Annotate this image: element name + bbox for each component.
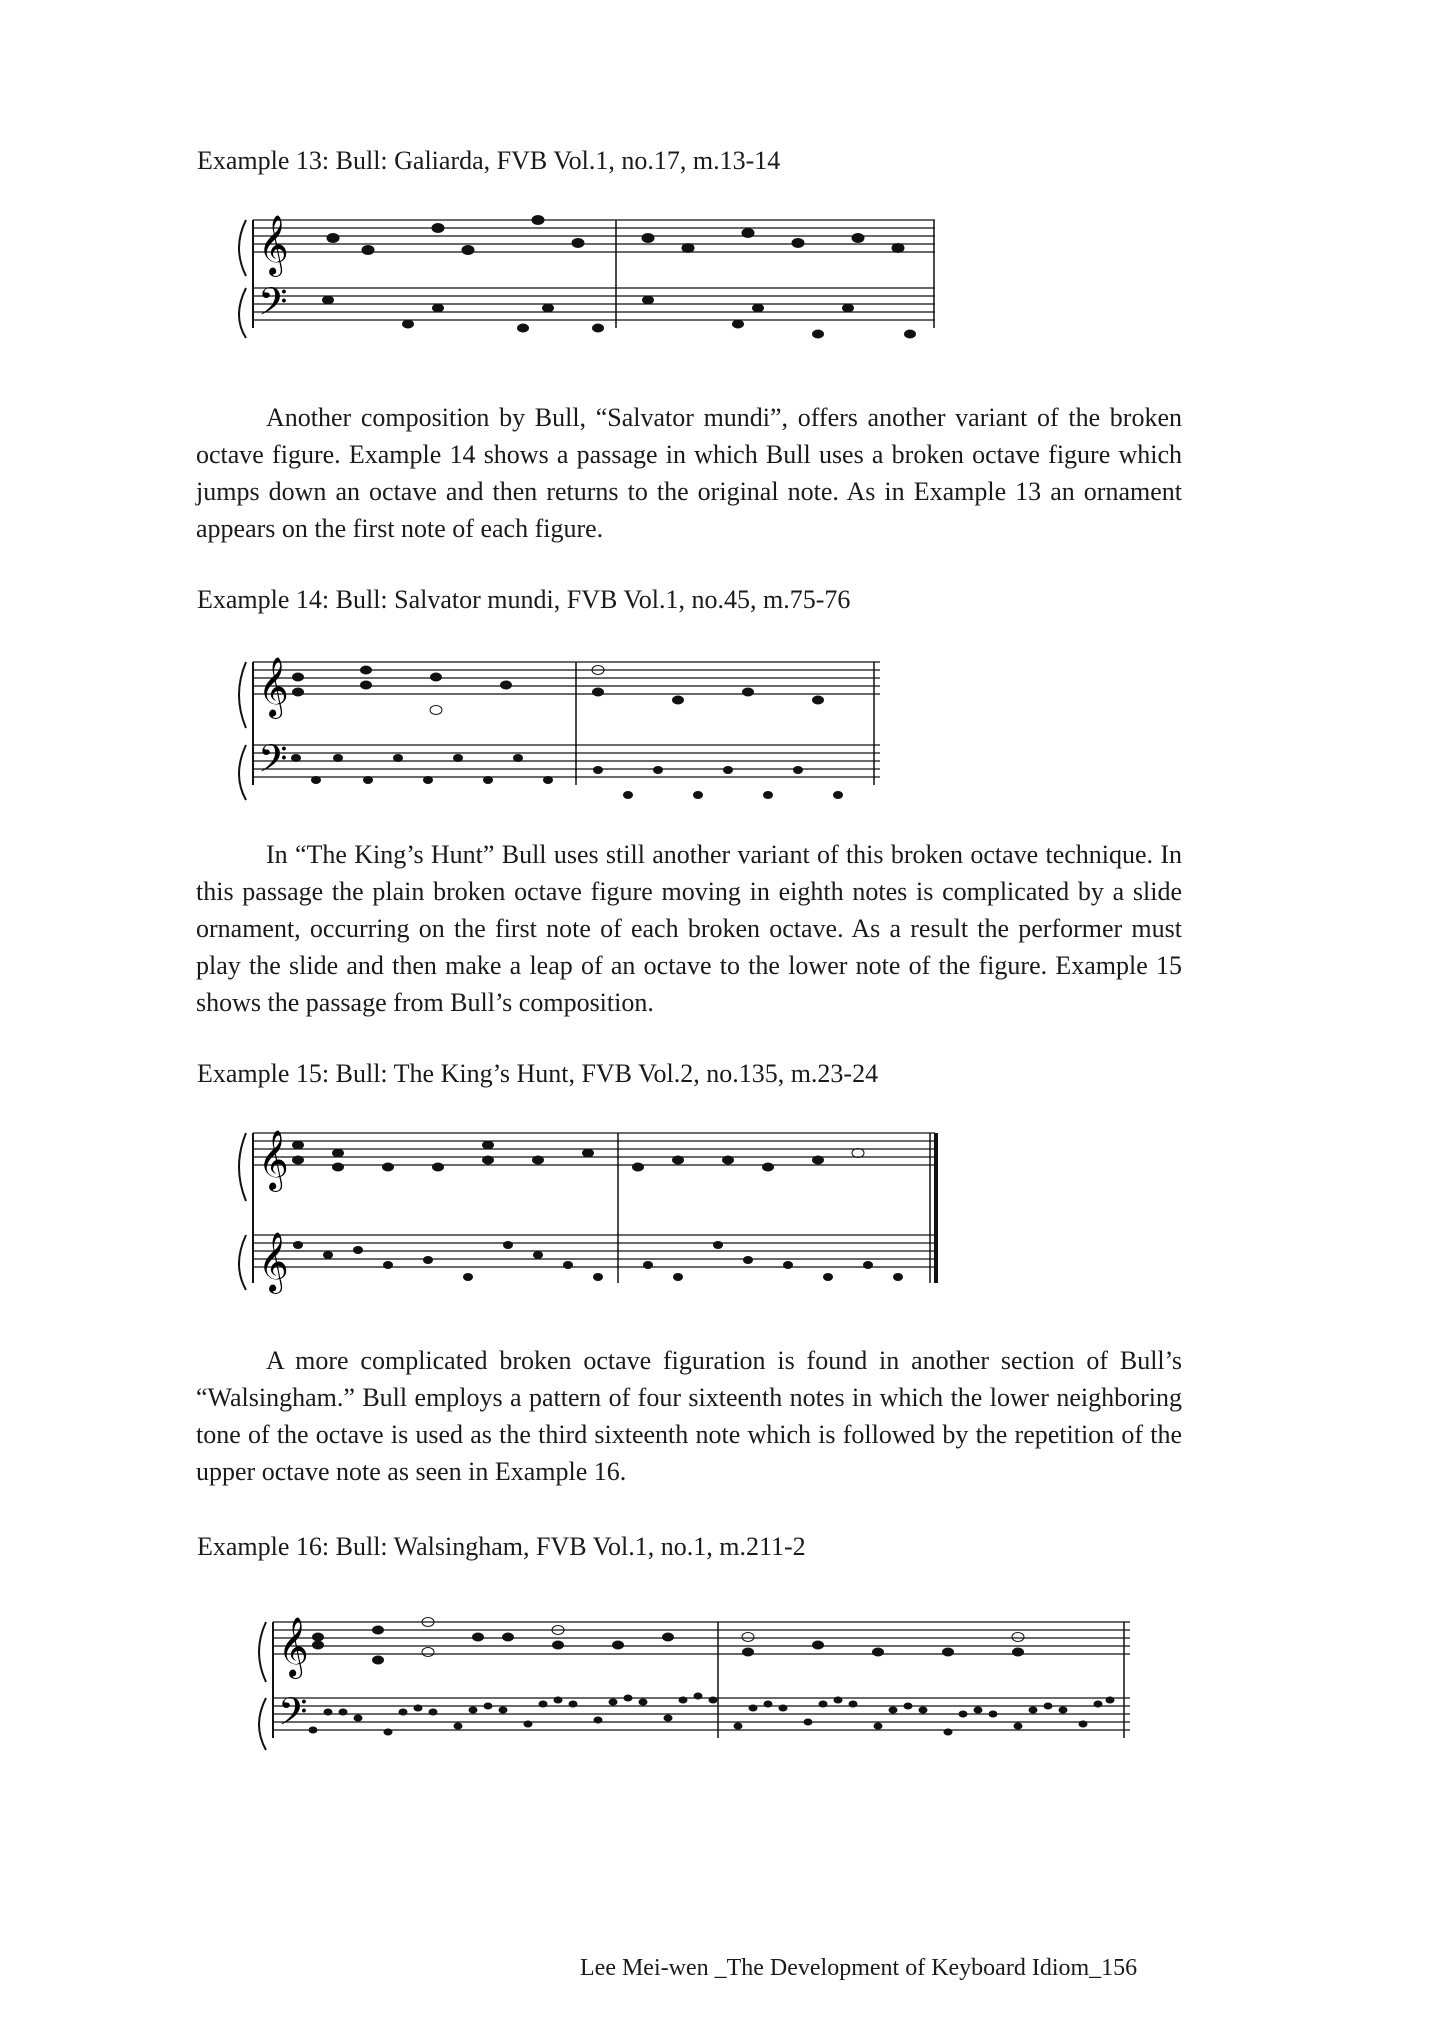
treble-clef-lower: 𝄞	[258, 1234, 289, 1291]
bass-clef: 𝄢	[258, 281, 288, 332]
paragraph-1: Another composition by Bull, “Salvator mundi”, offers another variant of the broken octave figure. Example 14 shows a passage in which Bull uses a broken octave figure which jumps down an octave and then returns to the original note. As in Example 13 an ornament appears on the first note of each figure.	[196, 403, 1182, 543]
page-footer: Lee Mei-wen _The Development of Keyboard Idiom_156	[580, 1955, 1138, 1981]
example-13-caption: Example 13: Bull: Galiarda, FVB Vol.1, no.17, m.13-14	[197, 146, 781, 175]
example-14-caption: Example 14: Bull: Salvator mundi, FVB Vol.1, no.45, m.75-76	[197, 585, 851, 614]
score-example-14	[238, 640, 888, 810]
staff-lines	[253, 662, 880, 694]
example-15-score	[238, 1105, 943, 1295]
example-16-score	[258, 1600, 1138, 1760]
notes-upper	[292, 1141, 864, 1172]
treble-clef: 𝄞	[258, 659, 289, 716]
score-example-13	[238, 198, 943, 348]
notes-upper	[312, 1618, 1024, 1665]
bass-clef: 𝄢	[278, 1691, 308, 1742]
brace	[239, 220, 246, 338]
notes-upper	[292, 666, 824, 715]
paragraph-3: A more complicated broken octave figuration is found in another section of Bull’s “Walsingham.” Bull employs a pattern of four sixteenth notes in which the lower neighboring tone of the octave is used as the third sixteenth note which is followed by the repetition of the upper octave note as seen in Example 16.	[196, 1346, 1182, 1486]
brace	[239, 662, 246, 800]
staff-lines	[273, 1622, 1130, 1654]
example-16-caption: Example 16: Bull: Walsingham, FVB Vol.1, no.1, m.211-2	[197, 1532, 806, 1561]
example-14-score	[238, 640, 888, 810]
notes-lower	[322, 296, 916, 339]
notes-lower	[293, 1241, 903, 1281]
staff-lines	[253, 220, 935, 252]
paragraph-2: In “The King’s Hunt” Bull uses still another variant of this broken octave technique. In this passage the plain broken octave figure moving in eighth notes is complicated by a slide ornament, occurring on the first note of each broken octave. As a result the performer must play the slide and then make a leap of an octave to the lower note of the figure. Example 15 shows the passage from Bull’s composition.	[196, 840, 1182, 1017]
staff-lines	[253, 745, 880, 777]
staff-lines	[253, 288, 935, 320]
score-example-16	[258, 1600, 1138, 1760]
brace	[259, 1622, 266, 1750]
bass-clef: 𝄢	[258, 738, 288, 789]
example-13-score	[238, 198, 943, 348]
score-example-15	[238, 1105, 943, 1295]
treble-clef: 𝄞	[278, 1619, 309, 1676]
brace	[239, 1133, 246, 1290]
treble-clef: 𝄞	[258, 1132, 289, 1189]
staff-lines	[253, 1133, 935, 1165]
example-15-caption: Example 15: Bull: The King’s Hunt, FVB Vol.2, no.135, m.23-24	[197, 1059, 879, 1088]
treble-clef: 𝄞	[258, 217, 289, 274]
